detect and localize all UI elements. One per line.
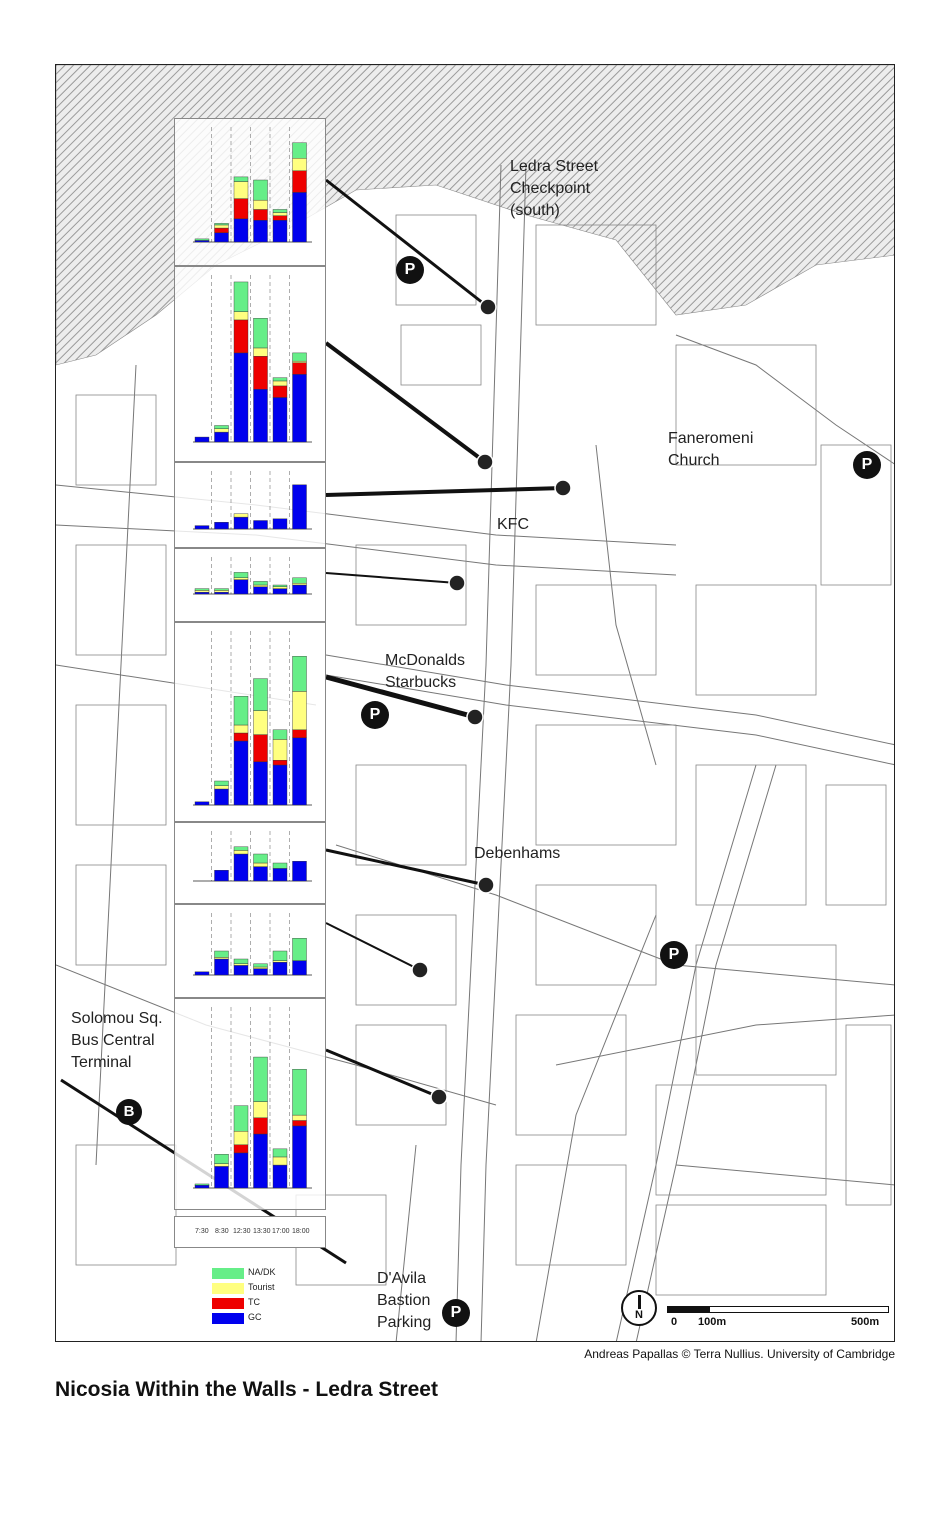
scale-bar <box>667 1306 889 1313</box>
parking-icon[interactable]: P <box>853 451 881 479</box>
parking-icon[interactable]: P <box>396 256 424 284</box>
bar-segment-tourist <box>254 863 268 867</box>
bar-segment-na-dk <box>273 1149 287 1157</box>
bar-segment-na-dk <box>234 696 248 725</box>
bar-segment-gc <box>215 1166 229 1188</box>
station-marker <box>467 709 483 725</box>
bar-chart <box>175 623 327 823</box>
bar-segment-gc <box>273 220 287 242</box>
bar-segment-na-dk <box>254 581 268 585</box>
bar-segment-tc <box>273 386 287 398</box>
tick-label: 12:30 <box>233 1228 251 1235</box>
bar-segment-gc <box>195 240 209 242</box>
bar-segment-gc <box>273 868 287 881</box>
bar-segment-na-dk <box>234 177 248 182</box>
bar-segment-na-dk <box>234 282 248 312</box>
legend-swatch <box>212 1313 244 1324</box>
bar-segment-gc <box>234 965 248 975</box>
bar-segment-tc <box>293 171 307 193</box>
bar-segment-tourist <box>195 590 209 592</box>
bar-segment-gc <box>273 962 287 975</box>
chart-panel-4 <box>174 548 326 622</box>
bar-segment-gc <box>254 587 268 594</box>
bar-chart <box>175 267 327 463</box>
bar-segment-tourist <box>215 225 229 228</box>
bar-segment-tourist <box>293 583 307 585</box>
bar-segment-gc <box>273 519 287 529</box>
tick-label: 7:30 <box>195 1228 209 1235</box>
bar-segment-tourist <box>215 590 229 592</box>
bar-segment-na-dk <box>293 578 307 583</box>
bar-chart <box>175 905 327 999</box>
bar-segment-tourist <box>234 514 248 517</box>
bar-segment-na-dk <box>254 854 268 863</box>
tick-label: 13:30 <box>253 1228 271 1235</box>
bar-segment-gc <box>293 585 307 594</box>
parking-icon[interactable]: P <box>361 701 389 729</box>
bar-segment-gc <box>254 521 268 530</box>
bar-segment-tourist <box>254 585 268 587</box>
bar-segment-tourist <box>215 1164 229 1167</box>
bar-segment-gc <box>293 374 307 442</box>
bar-segment-tc <box>254 209 268 220</box>
bar-segment-gc <box>234 219 248 242</box>
bar-segment-gc <box>254 969 268 975</box>
bar-segment-tourist <box>273 587 287 589</box>
bar-segment-tourist <box>254 711 268 735</box>
legend-swatch <box>212 1283 244 1294</box>
bar-segment-na-dk <box>215 781 229 786</box>
bar-segment-gc <box>254 762 268 805</box>
bar-segment-gc <box>195 526 209 529</box>
chart-panel-2 <box>174 266 326 462</box>
bar-segment-na-dk <box>215 426 229 429</box>
bar-segment-na-dk <box>293 938 307 960</box>
bar-segment-na-dk <box>273 585 287 587</box>
bar-segment-tourist <box>254 967 268 969</box>
bar-segment-gc <box>293 861 307 881</box>
label-mcdonalds-starbucks: McDonalds Starbucks <box>385 652 466 691</box>
page-title: Nicosia Within the Walls - Ledra Street <box>55 1378 438 1401</box>
bus-terminal-icon[interactable]: B <box>116 1099 142 1125</box>
bar-segment-tourist <box>293 158 307 170</box>
bar-segment-na-dk <box>215 1154 229 1163</box>
bar-segment-na-dk <box>195 1184 209 1185</box>
bar-segment-na-dk <box>273 209 287 212</box>
bar-segment-na-dk <box>254 679 268 711</box>
bar-segment-na-dk <box>254 318 268 348</box>
bar-segment-na-dk <box>215 223 229 225</box>
bar-segment-gc <box>254 389 268 442</box>
bar-segment-tc <box>234 733 248 741</box>
station-marker <box>449 575 465 591</box>
bar-segment-na-dk <box>293 1069 307 1115</box>
bar-segment-na-dk <box>254 1057 268 1102</box>
station-marker <box>477 454 493 470</box>
scale-label-mid: 100m <box>698 1316 727 1328</box>
label-kfc: KFC <box>497 516 529 533</box>
label-solomou-square: Solomou Sq. Bus Central Terminal <box>71 1010 163 1071</box>
bar-segment-gc <box>215 789 229 805</box>
north-arrow-icon: N <box>621 1290 657 1326</box>
bar-segment-gc <box>293 1126 307 1188</box>
scale-label-zero: 0 <box>671 1316 678 1328</box>
bar-segment-gc <box>195 437 209 442</box>
bar-segment-gc <box>273 397 287 442</box>
bar-segment-tc <box>293 363 307 375</box>
station-marker <box>480 299 496 315</box>
bar-segment-gc <box>215 522 229 529</box>
bar-segment-na-dk <box>215 589 229 591</box>
bar-segment-na-dk <box>234 959 248 964</box>
bar-segment-gc <box>215 959 229 975</box>
bar-segment-gc <box>254 867 268 881</box>
bar-segment-gc <box>234 580 248 594</box>
bar-segment-na-dk <box>234 1106 248 1132</box>
bar-segment-tc <box>234 1145 248 1153</box>
parking-icon[interactable]: P <box>442 1299 470 1327</box>
chart-panel-3 <box>174 462 326 548</box>
bar-segment-na-dk <box>293 143 307 159</box>
bar-segment-tourist <box>215 429 229 432</box>
chart-panel-1 <box>174 118 326 266</box>
count-stations <box>412 299 571 1105</box>
bar-segment-gc <box>195 592 209 594</box>
bar-segment-gc <box>293 738 307 805</box>
bar-segment-na-dk <box>195 589 209 591</box>
bar-chart <box>175 119 327 267</box>
bar-segment-na-dk <box>293 656 307 691</box>
bar-segment-tc <box>234 199 248 219</box>
bar-segment-gc <box>293 485 307 529</box>
bar-segment-gc <box>293 192 307 242</box>
bar-segment-tourist <box>273 213 287 216</box>
bar-segment-tourist <box>254 348 268 356</box>
bar-chart <box>175 999 327 1211</box>
bar-segment-na-dk <box>273 951 287 961</box>
bar-segment-tourist <box>254 1102 268 1118</box>
bar-segment-gc <box>234 353 248 442</box>
bar-segment-gc <box>215 592 229 594</box>
bar-segment-gc <box>273 1165 287 1188</box>
bar-segment-tourist <box>234 182 248 199</box>
bar-segment-na-dk <box>234 572 248 577</box>
bar-segment-na-dk <box>254 180 268 200</box>
bar-segment-na-dk <box>254 964 268 967</box>
bar-segment-tc <box>293 1121 307 1126</box>
bar-segment-tc <box>293 730 307 738</box>
chart-panel-7 <box>174 904 326 998</box>
legend-swatch <box>212 1298 244 1309</box>
station-marker <box>412 962 428 978</box>
bar-segment-tourist <box>254 200 268 209</box>
label-davila-bastion: D'Avila Bastion Parking <box>377 1270 432 1331</box>
bar-chart <box>175 463 327 549</box>
bar-segment-gc <box>215 233 229 242</box>
tick-label: 18:00 <box>292 1228 310 1235</box>
label-checkpoint: Ledra Street Checkpoint (south) <box>510 158 599 219</box>
bar-segment-tourist <box>273 961 287 963</box>
chart-panel-8 <box>174 998 326 1210</box>
bar-segment-na-dk <box>195 239 209 241</box>
bar-segment-tourist <box>234 578 248 580</box>
scale-label-end: 500m <box>851 1316 880 1328</box>
bar-segment-tourist <box>234 312 248 320</box>
bar-chart <box>175 549 327 623</box>
label-debenhams: Debenhams <box>474 845 561 862</box>
chart-panel-6 <box>174 822 326 904</box>
bar-segment-gc <box>234 1153 248 1188</box>
map-credit: Andreas Papallas © Terra Nullius. University of Cambridge <box>584 1347 895 1361</box>
bar-segment-gc <box>234 741 248 805</box>
bar-segment-tc <box>254 1118 268 1134</box>
bar-segment-gc <box>254 1134 268 1188</box>
chart-panel-5 <box>174 622 326 822</box>
station-marker <box>555 480 571 496</box>
bar-segment-tourist <box>293 1115 307 1120</box>
parking-icon[interactable]: P <box>660 941 688 969</box>
bar-segment-gc <box>195 972 209 975</box>
bar-segment-na-dk <box>293 353 307 361</box>
legend-swatch <box>212 1268 244 1279</box>
bar-segment-gc <box>195 1185 209 1188</box>
bar-segment-tourist <box>234 964 248 966</box>
bar-segment-gc <box>195 802 209 805</box>
bar-segment-na-dk <box>215 951 229 957</box>
bar-segment-na-dk <box>273 378 287 381</box>
bar-segment-na-dk <box>234 847 248 851</box>
bar-segment-gc <box>254 220 268 242</box>
bar-segment-tourist <box>234 725 248 733</box>
bar-segment-gc <box>234 854 248 881</box>
bar-segment-tourist <box>215 957 229 959</box>
bar-segment-tourist <box>234 850 248 854</box>
station-marker <box>431 1089 447 1105</box>
bar-segment-tc <box>273 216 287 221</box>
bar-segment-tourist <box>215 786 229 789</box>
bar-chart <box>175 823 327 905</box>
bar-segment-na-dk <box>273 863 287 868</box>
bar-segment-gc <box>215 870 229 881</box>
time-axis <box>174 1216 326 1248</box>
bar-segment-tc <box>254 735 268 762</box>
bar-segment-gc <box>215 432 229 442</box>
bar-segment-tourist <box>293 361 307 363</box>
bar-segment-tourist <box>234 1131 248 1145</box>
bar-segment-gc <box>273 765 287 805</box>
tick-label: 8:30 <box>215 1228 229 1235</box>
bar-segment-gc <box>273 589 287 594</box>
bar-segment-tourist <box>293 691 307 729</box>
bar-segment-tc <box>273 760 287 765</box>
bar-segment-gc <box>293 961 307 975</box>
bar-segment-tourist <box>273 1157 287 1165</box>
label-faneromeni-church: Faneromeni Church <box>668 430 754 469</box>
tick-label: 17:00 <box>272 1228 290 1235</box>
bar-segment-tourist <box>273 381 287 386</box>
bar-segment-tc <box>215 228 229 233</box>
bar-segment-tc <box>234 320 248 353</box>
bar-segment-na-dk <box>273 730 287 740</box>
bar-segment-tourist <box>273 739 287 760</box>
station-marker <box>478 877 494 893</box>
bar-segment-gc <box>234 517 248 529</box>
bar-segment-tc <box>254 356 268 389</box>
